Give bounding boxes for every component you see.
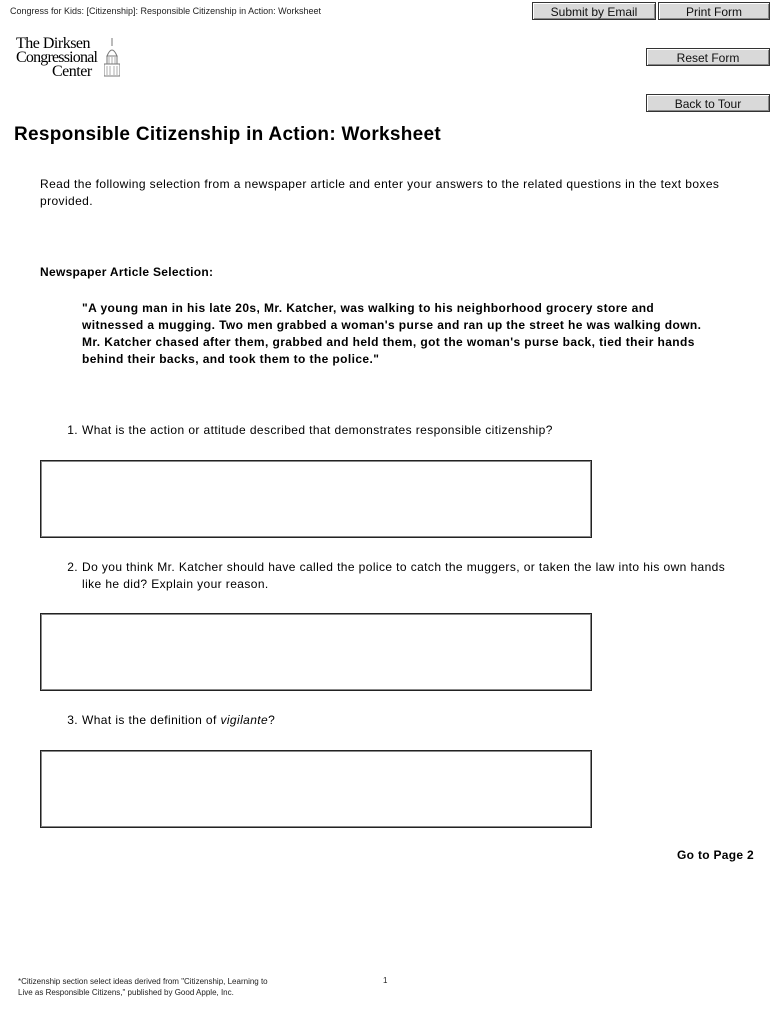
footnote bbox=[18, 976, 268, 998]
question-text: What is the action or attitude described that demonstrates responsible citizenship? bbox=[82, 423, 553, 437]
go-to-page-2-link[interactable]: Go to Page 2 bbox=[677, 848, 754, 862]
question-number: 3. bbox=[67, 713, 78, 727]
question-text-before: What is the definition of bbox=[82, 713, 221, 727]
page-title: Responsible Citizenship in Action: Worksheet bbox=[14, 124, 442, 145]
question-text: Do you think Mr. Katcher should have called the police to catch the muggers, or taken the law into his own hands like he did? Explain your reason. bbox=[82, 560, 726, 591]
answer-3-field[interactable] bbox=[40, 750, 592, 828]
footnote-line-1: *Citizenship section select ideas derived from "Citizenship, Learning to bbox=[18, 977, 268, 986]
article-quote: "A young man in his late 20s, Mr. Katcher, was walking to his neighborhood grocery store and witnessed a mugging. Two men grabbed a woman's purse and ran up the street he was walking down. Mr. Katcher chased after them, grabbed and held them, got the woman's purse back, tied their hands behind their backs, and took them to the police." bbox=[82, 301, 702, 366]
answer-2-field[interactable] bbox=[40, 613, 592, 691]
logo-line-1: The Dirksen bbox=[16, 35, 91, 52]
logo-line-3: Center bbox=[52, 63, 92, 80]
back-to-tour-button[interactable]: Back to Tour bbox=[646, 94, 770, 112]
question-number: 1. bbox=[67, 423, 78, 437]
question-1 bbox=[60, 422, 760, 440]
question-number: 2. bbox=[67, 560, 78, 574]
print-form-button[interactable]: Print Form bbox=[658, 2, 770, 20]
capitol-dome-icon bbox=[104, 38, 120, 78]
article-heading: Newspaper Article Selection: bbox=[40, 265, 214, 279]
question-text bbox=[82, 712, 275, 729]
logo-line-2: Congressional bbox=[16, 49, 98, 66]
footnote-line-2: Live as Responsible Citizens," published by Good Apple, Inc. bbox=[18, 988, 234, 997]
intro-text: Read the following selection from a newspaper article and enter your answers to the related questions in the text boxes provided. bbox=[40, 177, 720, 208]
dirksen-center-logo bbox=[16, 36, 120, 82]
submit-by-email-button[interactable]: Submit by Email bbox=[532, 2, 656, 20]
vigilante-term: vigilante bbox=[220, 713, 269, 727]
answer-1-field[interactable] bbox=[40, 460, 592, 538]
header-breadcrumb: Congress for Kids: [Citizenship]: Responsible Citizenship in Action: Worksheet bbox=[10, 6, 321, 16]
question-3 bbox=[60, 712, 760, 730]
question-text-after: ? bbox=[268, 713, 276, 727]
page-number: 1 bbox=[383, 976, 388, 985]
reset-form-button[interactable]: Reset Form bbox=[646, 48, 770, 66]
question-2 bbox=[60, 559, 750, 595]
